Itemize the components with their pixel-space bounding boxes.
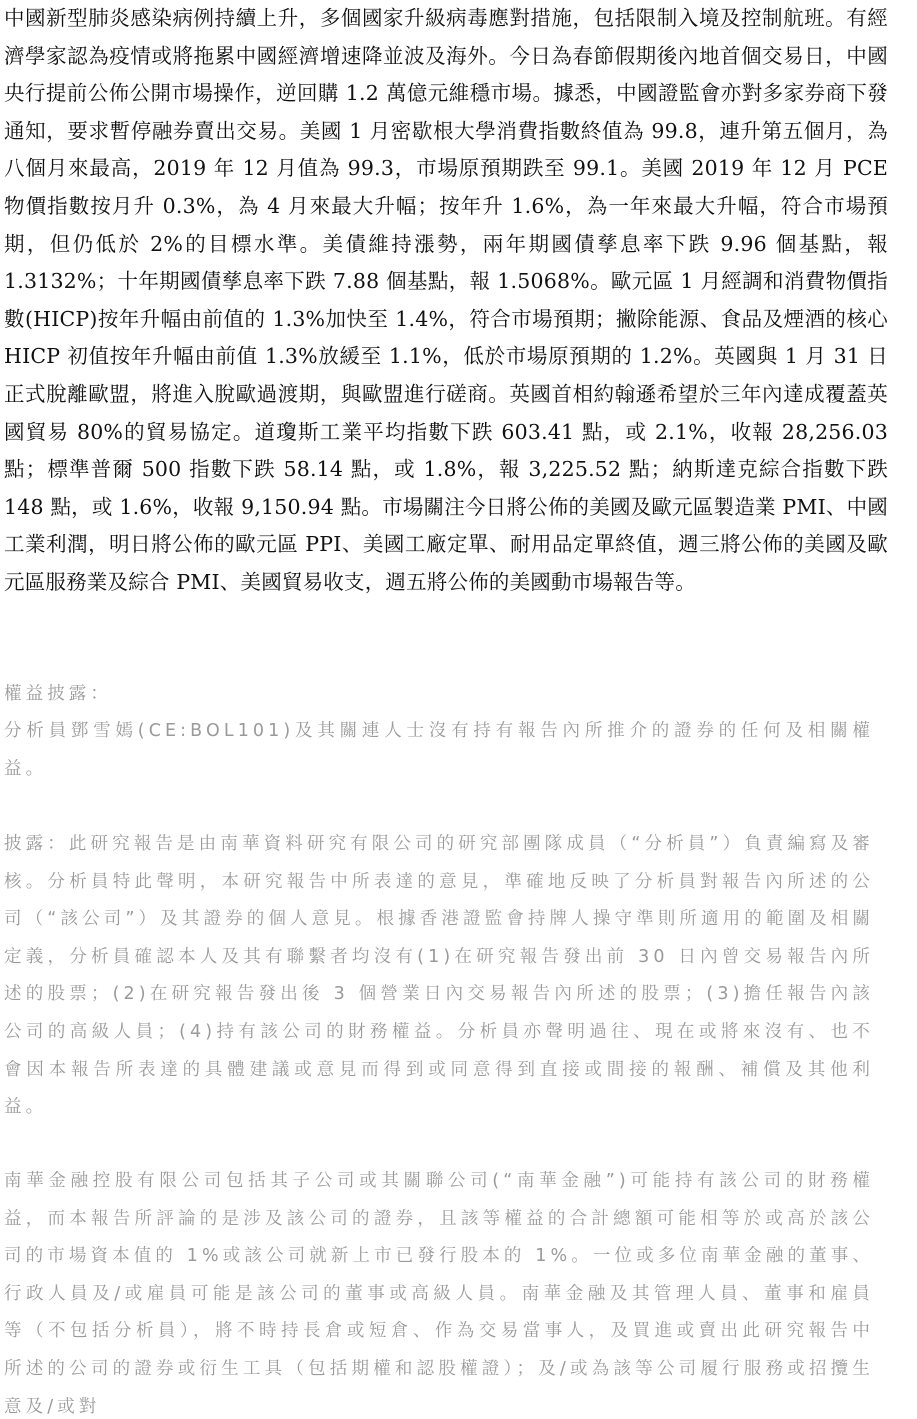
group-disclosure-paragraph: 南華金融控股有限公司包括其子公司或其關聯公司(“南華金融”)可能持有該公司的財務權益，而本報告所評論的是涉及該公司的證券，且該等權益的合計總額可能相等於或高於該公司的市場資本值的 1%或該公司就新上市已發行股本的 1%。一位或多位南華金融的董事、行政人員及/或雇員可能是該公司的董事或高級人員。南華金融及其管理人員、董事和雇員等（不包括分析員），將不時持長倉或短倉、作為交易當事人，及買進或賣出此研究報告中所述的公司的證券或衍生工具（包括期權和認股權證）；及/或為該等公司履行服務或招攬生意及/或對: [4, 1171, 874, 1417]
analyst-interest-statement: 分析員鄧雪嫣(CE:BOL101)及其關連人士沒有持有報告內所推介的證券的任何及相關權益。: [4, 721, 874, 779]
interest-disclosure-heading: 權益披露：: [4, 684, 112, 704]
analyst-disclosure-paragraph: 披露：此研究報告是由南華資料研究有限公司的研究部團隊成員（“分析員”）負責編寫及審核。分析員特此聲明，本研究報告中所表達的意見，準確地反映了分析員對報告內所述的公司（“該公司”）及其證券的個人意見。根據香港證監會持牌人操守準則所適用的範圍及相關定義，分析員確認本人及其有聯繫者均沒有(1)在研究報告發出前 30 日內曾交易報告內所述的股票；(2)在研究報告發出後 3 個營業日內交易報告內所述的股票；(3)擔任報告內該公司的高級人員；(4)持有該公司的財務權益。分析員亦聲明過往、現在或將來沒有、也不會因本報告所表達的具體建議或意見而得到或同意得到直接或間接的報酬、補償及其他利益。: [4, 834, 874, 1118]
market-commentary-paragraph: 中國新型肺炎感染病例持續上升，多個國家升級病毒應對措施，包括限制入境及控制航班。有經濟學家認為疫情或將拖累中國經濟增速降並波及海外。今日為春節假期後內地首個交易日，中國央行提前公佈公開市場操作，逆回購 1.2 萬億元維穩市場。據悉，中國證監會亦對多家券商下發通知，要求暫停融券賣出交易。美國 1 月密歇根大學消費指數終值為 99.8，連升第五個月，為八個月來最高，2019 年 12 月值為 99.3，市場原預期跌至 99.1。美國 2019 年 12 月 PCE 物價指數按月升 0.3%，為 4 月來最大升幅；按年升 1.6%，為一年來最大升幅，符合市場預期，但仍低於 2%的目標水準。美債維持漲勢，兩年期國債孳息率下跌 9.96 個基點，報 1.3132%；十年期國債孳息率下跌 7.88 個基點，報 1.5068%。歐元區 1 月經調和消費物價指數(HICP)按年升幅由前值的 1.3%加快至 1.4%，符合市場預期；撇除能源、食品及煙酒的核心 HICP 初值按年升幅由前值 1.3%放緩至 1.1%，低於市場原預期的 1.2%。英國與 1 月 31 日正式脫離歐盟，將進入脫歐過渡期，與歐盟進行磋商。英國首相約翰遜希望於三年內達成覆蓋英國貿易 80%的貿易協定。道瓊斯工業平均指數下跌 603.41 點，或 2.1%，收報 28,256.03 點；標準普爾 500 指數下跌 58.14 點，或 1.8%，報 3,225.52 點；納斯達克綜合指數下跌 148 點，或 1.6%，收報 9,150.94 點。市場關注今日將公佈的美國及歐元區製造業 PMI、中國工業利潤，明日將公佈的歐元區 PPI、美國工廠定單、耐用品定單終值，週三將公佈的美國及歐元區服務業及綜合 PMI、美國貿易收支，週五將公佈的美國動市場報告等。: [4, 6, 888, 594]
